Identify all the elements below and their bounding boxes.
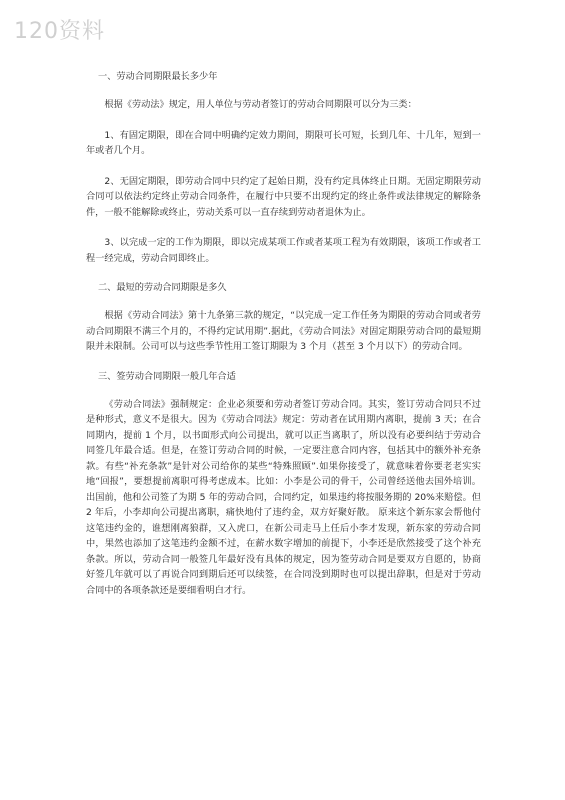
document-body xyxy=(86,70,481,613)
paragraph: 2、无固定期限，即劳动合同中只约定了起始日期，没有约定具体终止日期。无固定期限劳动合同可以依法约定终止劳动合同条件，在履行中只要不出现约定的终止条件或法律规定的解除条件，一般不能解除或终止，劳动关系可以一直存续到劳动者退休为止。 xyxy=(86,175,481,218)
section-heading-3: 三、签劳动合同期限一般几年合适 xyxy=(98,370,236,382)
paragraph: 根据《劳动合同法》第十九条第三款的规定，“以完成一定工作任务为期限的劳动合同或者劳动合同期限不满三个月的，不得约定试用期”.据此，《劳动合同法》对固定期限劳动合同的最短期限并未限制。公司可以与这些季节性用工签订期限为 3 个月（甚至 3 个月以下）的劳动合同。 xyxy=(86,310,481,352)
section-heading-1: 一、劳动合同期限最长多少年 xyxy=(98,71,218,82)
paragraph: 3、以完成一定的工作为期限，即以完成某项工作或者某项工程为有效期限，该项工作或者工程一经完成，劳动合同即终止。 xyxy=(86,237,481,264)
paragraph: 《劳动合同法》强制规定：企业必须要和劳动者签订劳动合同。其实，签订劳动合同只不过是种形式，意义不是很大。因为《劳动合同法》规定：劳动者在试用期内离职，提前 3 天；在合同期内，提前 1 个月，以书面形式向公司提出，就可以正当离职了，所以没有必要纠结于劳动合同签几年最合适。但是，在签订劳动合同的时候，一定要注意合同内容，包括其中的额外补充条款。有些“补充条款”是针对公司给你的某些“特殊照顾”.如果你接受了，就意味着你要老老实实地“回报”，要想提前离职可得考虑成本。比如：小李是公司的骨干，公司曾经送他去国外培训。出国前，他和公司签了为期 5 年的劳动合同，合同约定，如果违约将按服务期的 20%来赔偿。但 2 年后，小李却向公司提出离职，痛快地付了违约金，双方好聚好散。 原来这个新东家会帮他付这笔违约金的，谁想刚离狼群，又入虎口，在新公司走马上任后小李才发现，新东家的劳动合同中，果然也添加了这笔违约金额不过，在薪水数字增加的前提下，小李还是欣然接受了这个补充条款。所以，劳动合同一般签几年最好没有具体的规定，因为签劳动合同是要双方自愿的，协商好签几年就可以了再说合同到期后还可以续签，在合同没到期时也可以提出辞职，但是对于劳动合同中的各项条款还是要细看明白才行。 xyxy=(86,398,481,596)
section-heading-2: 二、最短的劳动合同期限是多久 xyxy=(98,282,227,293)
paragraph: 根据《劳动法》规定，用人单位与劳动者签订的劳动合同期限可以分为三类： xyxy=(104,99,417,110)
watermark: 120资料 xyxy=(14,19,105,44)
paragraph: 1、有固定期限，即在合同中明确约定效力期间，期限可长可短，长到几年、十几年，短到一年或者几个月。 xyxy=(86,129,481,156)
